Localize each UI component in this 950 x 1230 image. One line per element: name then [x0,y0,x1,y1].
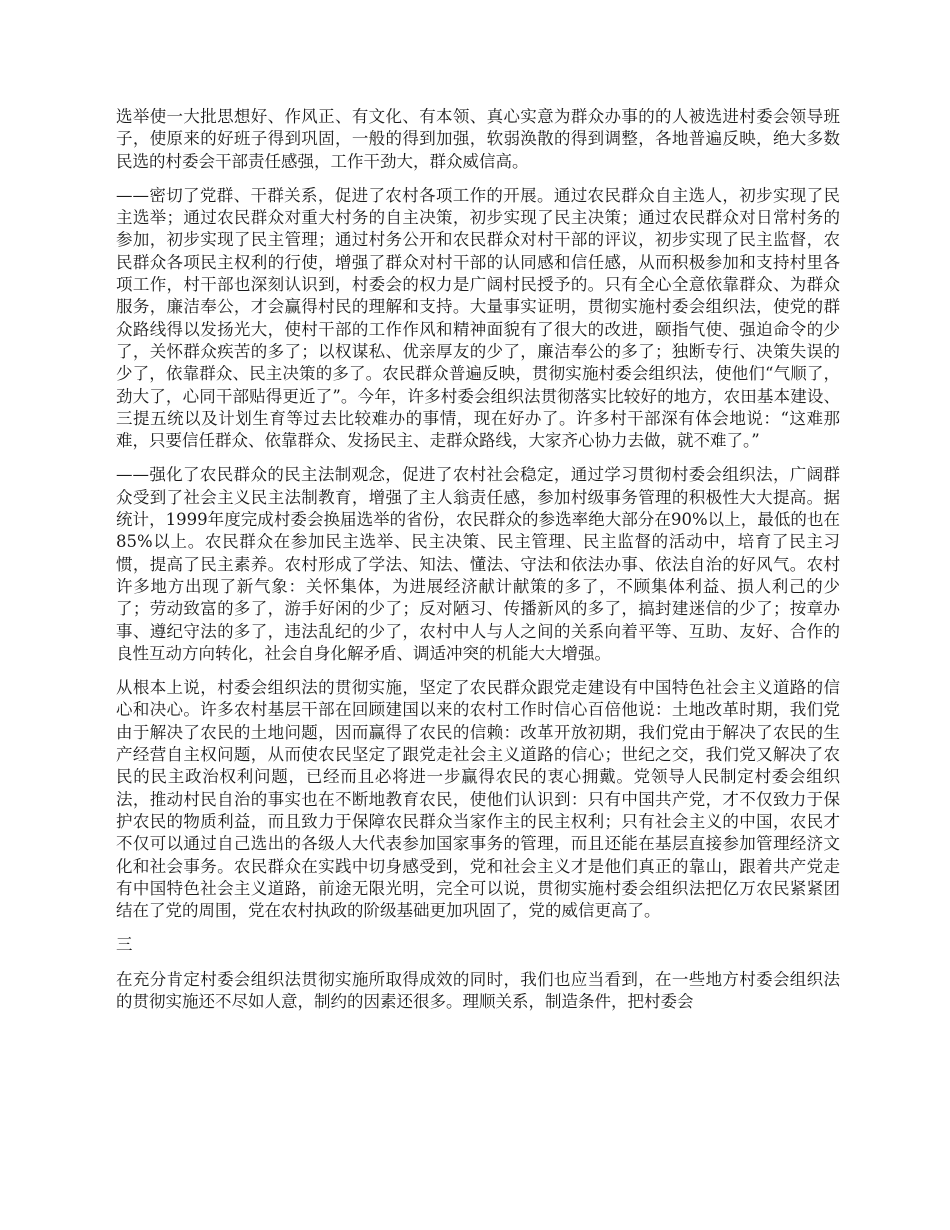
paragraph-2: ——密切了党群、干群关系，促进了农村各项工作的开展。通过农民群众自主选人，初步实现了民主选举；通过农民群众对重大村务的自主决策，初步实现了民主决策；通过农民群众对日常村务的参加，初步实现了民主管理；通过村务公开和农民群众对村干部的评议，初步实现了民主监督，农民群众各项民主权利的行使，增强了群众对村干部的认同感和信任感，从而积极参加和支持村里各项工作，村干部也深刻认识到，村委会的权力是广阔村民授予的。只有全心全意依靠群众、为群众服务，廉洁奉公，才会赢得村民的理解和支持。大量事实证明，贯彻实施村委会组织法，使党的群众路线得以发扬光大，使村干部的工作作风和精神面貌有了很大的改进，颐指气使、强迫命令的少了，关怀群众疾苦的多了；以权谋私、优亲厚友的少了，廉洁奉公的多了；独断专行、决策失误的少了，依靠群众、民主决策的多了。农民群众普遍反映，贯彻实施村委会组织法，使他们“气顺了，劲大了，心同干部贴得更近了”。今年，许多村委会组织法贯彻落实比较好的地方，农田基本建设、三提五统以及计划生育等过去比较难办的事情，现在好办了。许多村干部深有体会地说：“这难那难，只要信任群众、依靠群众、发扬民主、走群众路线，大家齐心协力去做，就不难了。” [116,185,840,451]
section-heading: 三 [116,935,133,955]
paragraph-3: ——强化了农民群众的民主法制观念，促进了农村社会稳定，通过学习贯彻村委会组织法，广阔群众受到了社会主义民主法制教育，增强了主人翁责任感，参加村级事务管理的积极性大大提高。据统计，1999年度完成村委会换届选举的省份，农民群众的参选率绝大部分在90%以上，最低的也在85%以上。农民群众在参加民主选举、民主决策、民主管理、民主监督的活动中，培育了民主习惯，提高了民主素养。农村形成了学法、知法、懂法、守法和依法办事、依法自治的好风气。农村许多地方出现了新气象：关怀集体，为进展经济献计献策的多了，不顾集体利益、损人利己的少了；劳动致富的多了，游手好闲的少了；反对陋习、传播新风的多了，搞封建迷信的少了；按章办事、遵纪守法的多了，违法乱纪的少了，农村中人与人之间的关系向着平等、互助、友好、合作的良性互动方向转化，社会自身化解矛盾、调适冲突的机能大大增强。 [116,465,840,663]
paragraph-4: 从根本上说，村委会组织法的贯彻实施，坚定了农民群众跟党走建设有中国特色社会主义道路的信心和决心。许多农村基层干部在回顾建国以来的农村工作时信心百倍他说：土地改革时期，我们党由于解决了农民的土地问题，因而赢得了农民的信赖：改革开放初期，我们党由于解决了农民的生产经营自主权问题，从而使农民坚定了跟党走社会主义道路的信心；世纪之交，我们党又解决了农民的民主政治权利问题，已经而且必将进一步赢得农民的衷心拥戴。党领导人民制定村委会组织法，推动村民自治的事实也在不断地教育农民，使他们认识到：只有中国共产党，才不仅致力于保护农民的物质利益，而且致力于保障农民群众当家作主的民主权利；只有社会主义的中国，农民才不仅可以通过自己选出的各级人大代表参加国家事务的管理，而且还能在基层直接参加管理经济文化和社会事务。农民群众在实践中切身感受到，党和社会主义才是他们真正的靠山，跟着共产党走有中国特色社会主义道路，前途无限光明，完全可以说，贯彻实施村委会组织法把亿万农民紧紧团结在了党的周围，党在农村执政的阶级基础更加巩固了，党的威信更高了。 [116,678,840,921]
paragraph-1: 选举使一大批思想好、作风正、有文化、有本领、真心实意为群众办事的的人被选进村委会领导班子，使原来的好班子得到巩固，一般的得到加强，软弱涣散的得到调整，各地普遍反映，绝大多数民选的村委会干部责任感强，工作干劲大，群众威信高。 [116,107,840,171]
paragraph-5: 在充分肯定村委会组织法贯彻实施所取得成效的同时，我们也应当看到，在一些地方村委会组织法的贯彻实施还不尽如人意，制约的因素还很多。理顺关系，制造条件，把村委会 [116,969,840,1011]
document-body [116,106,840,1025]
